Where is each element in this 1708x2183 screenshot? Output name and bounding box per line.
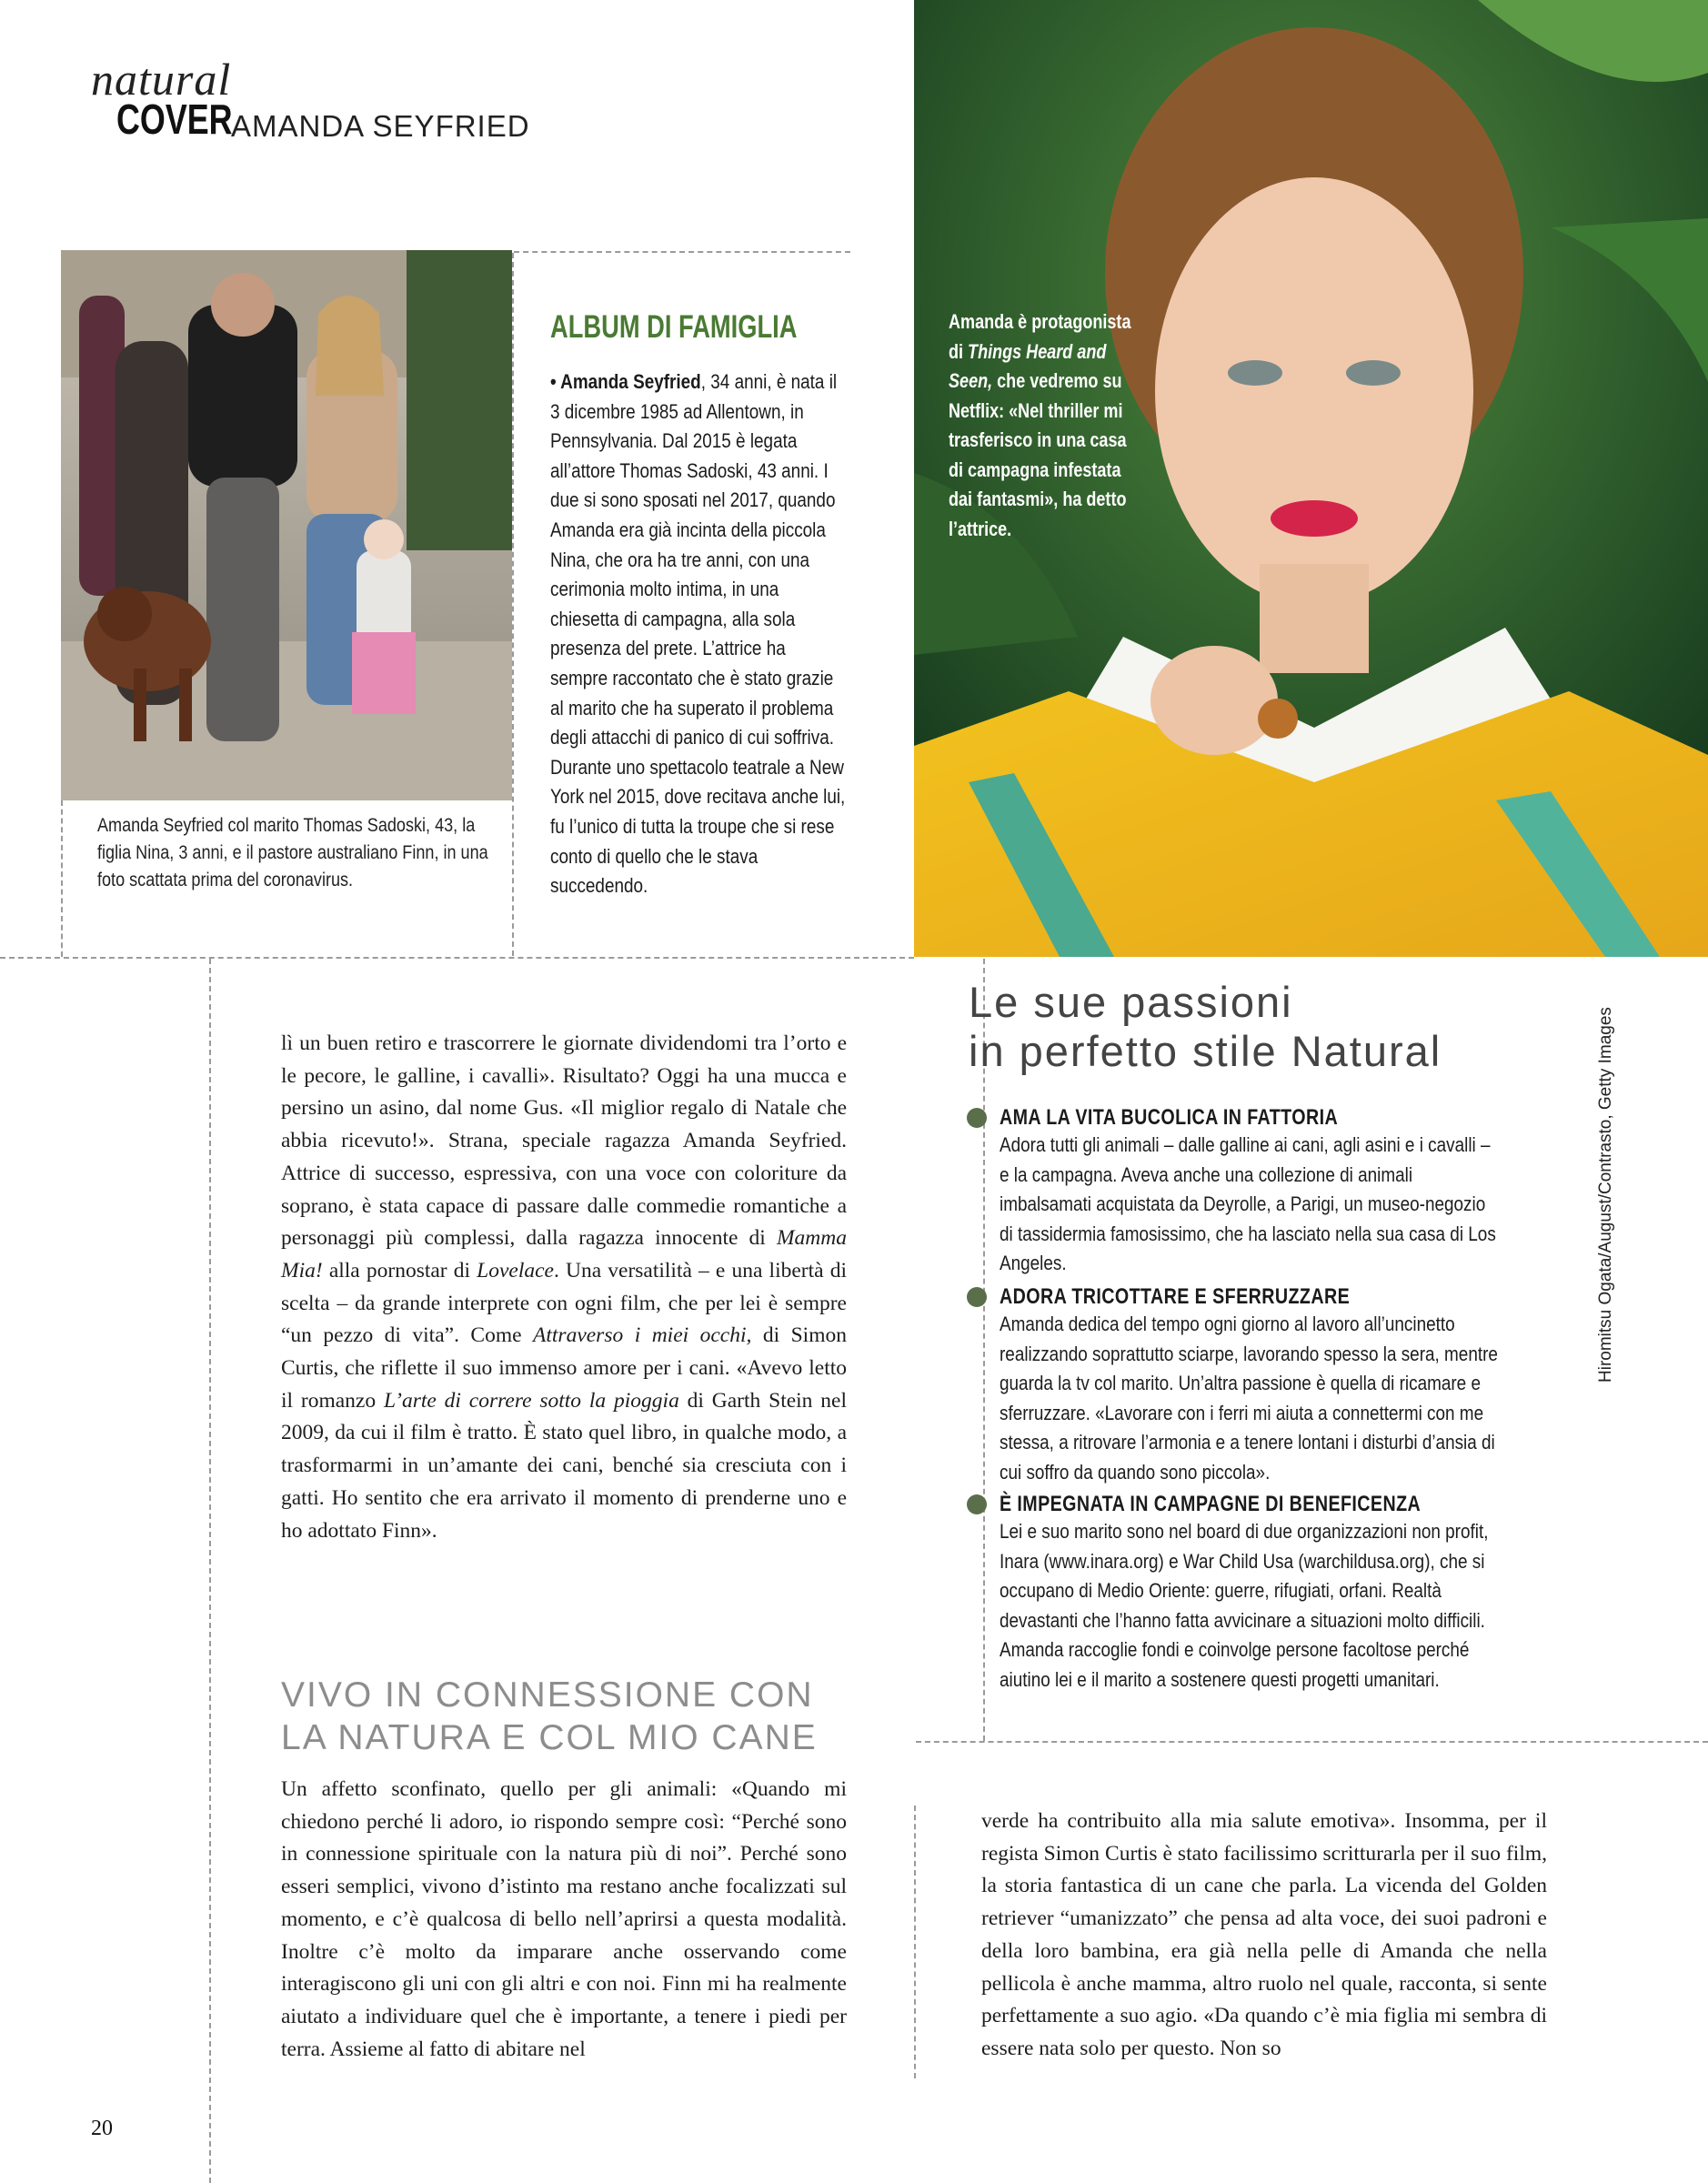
passions-title-line2: in perfetto stile Natural (969, 1027, 1442, 1075)
body-a-film-mamma-mia: Mamma Mia! (281, 1226, 847, 1283)
section-label-cover: COVER (116, 96, 233, 143)
bullet-dot-icon (967, 1287, 987, 1307)
body-text-left-b: Un affetto sconfinato, quello per gli animali: «Quando mi chiedono perché li adoro, io rispondo sempre così: “Perché sono in connessione spirituale con la natura più di noi”. Perché sono esseri semplici, vivono d’istinto ma restano anche focalizzati sul momento, e c’è qualcosa di bello nell’aprirsi a questa modalità. Inoltre c’è molto da imparare anche osservando come interagiscono gli uni con gli altri e con noi. Finn mi ha realmente aiutato a individuare quel che è importante, a tenere i piedi per terra. Assieme al fatto di abitare nel (281, 1777, 847, 2061)
cover-caption-title: Things Heard and Seen, (949, 339, 1107, 392)
divider-album-top (514, 251, 850, 253)
divider-main-horizontal (0, 957, 914, 959)
passion-body: Adora tutti gli animali – dalle galline ai cani, agli asini e i cavalli – e la campagna. Aveva anche una collezione di animali imbalsamati acquistata da Deyrolle, a Parigi, un museo-negozio di tassidermia famosissimo, che ha lasciato nella sua casa di Los Angeles. (1000, 1133, 1496, 1275)
passion-item (967, 1284, 1549, 1488)
passion-item (967, 1492, 1549, 1695)
body-a-seg5: di Garth Stein nel 2009, da cui il film è tratto. È stato quel libro, in qualche modo, a trasformarmi in un’amante dei cani, benché sia cresciuta con i gatti. Ho sentito che era arrivato il momento di prenderne uno e ho adottato Finn». (281, 1388, 847, 1543)
bullet-dot-icon (967, 1108, 987, 1128)
divider-passions-bottom (916, 1741, 1708, 1743)
section-label-natural: natural (91, 54, 232, 105)
passion-heading: ADORA TRICOTTARE E SFERRUZZARE (1000, 1284, 1351, 1309)
album-body (550, 367, 848, 901)
cover-caption-part1: Amanda è protagonista di (949, 310, 1131, 363)
sub-heading: VIVO IN CONNESSIONE CON LA NATURA E COL MIO CANE (281, 1675, 818, 1757)
passions-title-line1: Le sue passioni (969, 978, 1293, 1026)
photo-credit: Hiromitsu Ogata/August/Contrasto, Getty Images (1596, 1007, 1615, 1383)
cover-caption-part2: che vedremo su Netflix: «Nel thriller mi trasferisco in una casa di campagna infestata dai fantasmi», ha detto l’attrice. (949, 369, 1127, 540)
album-text: , 34 anni, è nata il 3 dicembre 1985 ad Allentown, in Pennsylvania. Dal 2015 è legata all’attore Thomas Sadoski, 43 anni. I due si sono sposati nel 2017, quando Amanda era già incinta della piccola Nina, che ora ha tre anni, con una cerimonia molto intima, in una chiesetta di campagna, alla sola presenza del prete. L’attrice ha sempre raccontato che è stato grazie al marito che ha superato il problema degli attacchi di panico di cui soffriva. Durante uno spettacolo teatrale a New York nel 2015, dove recitava anche lui, fu l’unico di tutta la troupe che si rese conto di quello che le stava succedendo. (550, 370, 846, 898)
body-a-film-attraverso: Attraverso i miei occhi, (533, 1323, 752, 1348)
album-lead: • Amanda Seyfried (550, 370, 701, 393)
passion-heading: AMA LA VITA BUCOLICA IN FATTORIA (1000, 1105, 1339, 1130)
divider-right-column (914, 1806, 916, 2078)
family-photo-caption: Amanda Seyfried col marito Thomas Sadoski, 43, la figlia Nina, 3 anni, e il pastore australiano Finn, in una foto scattata prima del coronavirus. (97, 815, 488, 890)
passion-heading: È IMPEGNATA IN CAMPAGNE DI BENEFICENZA (1000, 1492, 1422, 1516)
passion-item (967, 1105, 1549, 1279)
body-a-seg2: alla pornostar di (322, 1258, 477, 1283)
page-number: 20 (91, 2117, 113, 2140)
body-a-film-lovelace: Lovelace (477, 1258, 554, 1283)
family-photo (61, 250, 512, 800)
bullet-dot-icon (967, 1494, 987, 1514)
passions-title (969, 978, 1514, 1076)
divider-album-left (512, 253, 514, 956)
body-a-seg3: . Una versatilità – e una libertà di scelta – da grande interprete con ogni film, che per lei è sempre “un pezzo di vita”. Come (281, 1258, 847, 1348)
body-text-right: verde ha contribuito alla mia salute emotiva». Insomma, per il regista Simon Curtis è stato facilissimo scritturarla per il suo film, la storia fantastica di un cane che parla. La vicenda del Golden retriever “umanizzato” che pensa ad alta voce, dei suoi padroni e della loro bambina, era già nella pelle di Amanda che nella pellicola è anche mamma, altro ruolo nel quale, racconta, si sente perfettamente a suo agio. «Da quando c’è mia figlia mi sembra di essere nata solo per questo. Non so (981, 1809, 1547, 2060)
body-text-left-a (281, 1028, 847, 1547)
body-a-seg4: di Simon Curtis, che riflette il suo immenso amore per i cani. «Avevo letto il romanzo (281, 1323, 847, 1413)
divider-left-column (209, 959, 211, 2183)
body-a-seg1: lì un buen retiro e trascorrere le giornate dividendomi tra l’orto e le pecore, le galline, i cavalli». Risultato? Oggi ha una mucca e persino un asino, dal nome Gus. «Il miglior regalo di Natale che abbia ricevuto!». Strana, speciale ragazza Amanda Seyfried. Attrice di successo, espressiva, con una voce con coloriture da soprano, è stata capace di passare dalle commedie romantiche a personaggi più complessi, dalla ragazza innocente di (281, 1031, 847, 1251)
divider-caption-left (61, 800, 63, 957)
body-a-book-title: L’arte di correre sotto la pioggia (383, 1388, 679, 1413)
passion-body: Lei e suo marito sono nel board di due organizzazioni non profit, Inara (www.inara.org) e War Child Usa (warchildusa.org), che si occupano di Medio Oriente: guerre, rifugiati, orfani. Realtà devastanti che l’hanno fatta avvicinare a situazioni molto difficili. Amanda raccoglie fondi e coinvolge persone facoltose perché aiutino lei e il marito a sostenere questi progetti umanitari. (1000, 1520, 1489, 1691)
article-subject: AMANDA SEYFRIED (231, 109, 530, 143)
album-title: ALBUM DI FAMIGLIA (550, 309, 798, 345)
passion-body: Amanda dedica del tempo ogni giorno al lavoro all’uncinetto realizzando soprattutto sciarpe, lavorando spesso la sera, mentre guarda la tv col marito. Un’altra passione è quella di ricamare e sferruzzare. «Lavorare con i ferri mi aiuta a connettermi con me stessa, a ritrovare l’armonia e a tenere lontani i disturbi d’ansia di cui soffro da quando sono piccola». (1000, 1313, 1498, 1484)
cover-caption (949, 307, 1135, 544)
